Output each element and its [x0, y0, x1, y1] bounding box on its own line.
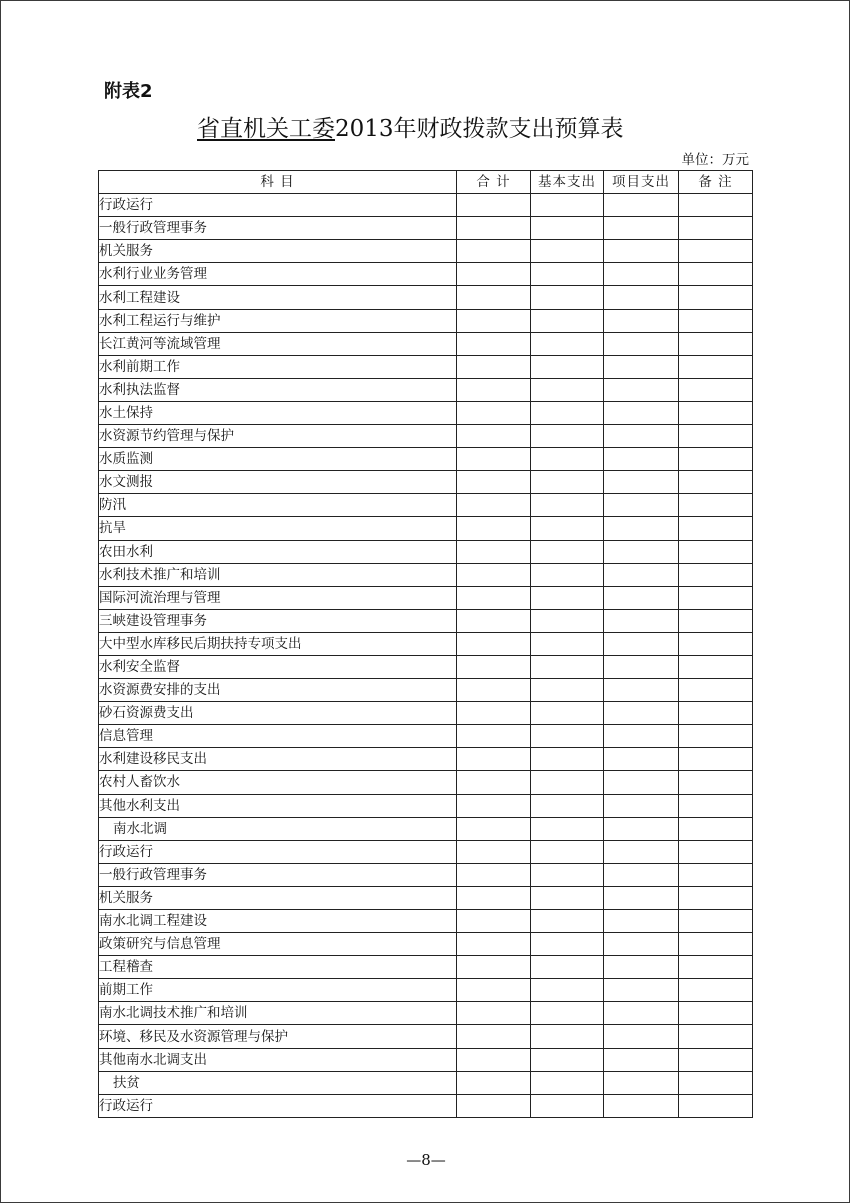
row-subject: 环境、移民及水资源管理与保护	[99, 1025, 457, 1048]
cell-project-expense	[604, 194, 679, 217]
cell-basic-expense	[531, 886, 604, 909]
row-subject: 水文测报	[99, 471, 457, 494]
table-row	[99, 1025, 753, 1048]
header-subject: 科 目	[99, 171, 457, 194]
unit-label: 单位：万元	[681, 152, 749, 168]
row-subject: 水利安全监督	[99, 655, 457, 678]
row-subject: 工程稽查	[99, 956, 457, 979]
row-subject: 水土保持	[99, 401, 457, 424]
cell-project-expense	[604, 956, 679, 979]
title-rest: 2013年财政拨款支出预算表	[335, 116, 624, 142]
cell-remarks	[679, 794, 753, 817]
cell-total	[457, 1025, 531, 1048]
table-row	[99, 332, 753, 355]
cell-basic-expense	[531, 448, 604, 471]
cell-remarks	[679, 494, 753, 517]
table-row	[99, 309, 753, 332]
row-subject: 三峡建设管理事务	[99, 609, 457, 632]
cell-remarks	[679, 1048, 753, 1071]
table-row	[99, 817, 753, 840]
cell-total	[457, 632, 531, 655]
cell-total	[457, 494, 531, 517]
cell-remarks	[679, 632, 753, 655]
cell-basic-expense	[531, 817, 604, 840]
title-underlined: 省直机关工委	[197, 116, 335, 142]
cell-remarks	[679, 817, 753, 840]
cell-remarks	[679, 1071, 753, 1094]
cell-total	[457, 1071, 531, 1094]
table-row	[99, 425, 753, 448]
cell-remarks	[679, 378, 753, 401]
row-subject: 水利行业业务管理	[99, 263, 457, 286]
table-row	[99, 240, 753, 263]
row-subject: 其他水利支出	[99, 794, 457, 817]
cell-remarks	[679, 540, 753, 563]
cell-total	[457, 332, 531, 355]
cell-remarks	[679, 448, 753, 471]
cell-total	[457, 956, 531, 979]
cell-basic-expense	[531, 863, 604, 886]
cell-basic-expense	[531, 632, 604, 655]
cell-project-expense	[604, 679, 679, 702]
cell-project-expense	[604, 586, 679, 609]
row-subject: 长江黄河等流域管理	[99, 332, 457, 355]
row-subject: 其他南水北调支出	[99, 1048, 457, 1071]
cell-remarks	[679, 725, 753, 748]
row-subject: 农村人畜饮水	[99, 771, 457, 794]
table-row	[99, 471, 753, 494]
cell-total	[457, 1094, 531, 1117]
cell-remarks	[679, 401, 753, 424]
cell-remarks	[679, 1094, 753, 1117]
row-subject: 防汛	[99, 494, 457, 517]
cell-project-expense	[604, 1025, 679, 1048]
cell-basic-expense	[531, 471, 604, 494]
cell-basic-expense	[531, 679, 604, 702]
table-row	[99, 956, 753, 979]
cell-project-expense	[604, 355, 679, 378]
table-row	[99, 655, 753, 678]
cell-project-expense	[604, 863, 679, 886]
table-header-row	[99, 171, 753, 194]
row-subject: 水利前期工作	[99, 355, 457, 378]
row-subject: 南水北调工程建设	[99, 910, 457, 933]
table-row	[99, 1048, 753, 1071]
cell-remarks	[679, 309, 753, 332]
cell-total	[457, 425, 531, 448]
table-row	[99, 702, 753, 725]
row-subject: 一般行政管理事务	[99, 217, 457, 240]
cell-project-expense	[604, 771, 679, 794]
table-row	[99, 632, 753, 655]
cell-remarks	[679, 263, 753, 286]
row-subject: 国际河流治理与管理	[99, 586, 457, 609]
cell-basic-expense	[531, 425, 604, 448]
row-subject: 水资源节约管理与保护	[99, 425, 457, 448]
cell-project-expense	[604, 725, 679, 748]
cell-total	[457, 609, 531, 632]
cell-total	[457, 933, 531, 956]
cell-total	[457, 679, 531, 702]
cell-project-expense	[604, 540, 679, 563]
cell-basic-expense	[531, 355, 604, 378]
cell-remarks	[679, 240, 753, 263]
table-row	[99, 794, 753, 817]
cell-remarks	[679, 586, 753, 609]
row-subject: 行政运行	[99, 840, 457, 863]
table-row	[99, 217, 753, 240]
table-row	[99, 401, 753, 424]
cell-remarks	[679, 840, 753, 863]
cell-project-expense	[604, 494, 679, 517]
cell-project-expense	[604, 702, 679, 725]
cell-project-expense	[604, 517, 679, 540]
cell-project-expense	[604, 655, 679, 678]
cell-project-expense	[604, 817, 679, 840]
cell-total	[457, 771, 531, 794]
row-subject: 水利执法监督	[99, 378, 457, 401]
table-row	[99, 886, 753, 909]
cell-remarks	[679, 332, 753, 355]
cell-project-expense	[604, 563, 679, 586]
cell-total	[457, 979, 531, 1002]
cell-basic-expense	[531, 956, 604, 979]
cell-total	[457, 217, 531, 240]
page-title	[197, 110, 667, 143]
cell-project-expense	[604, 1002, 679, 1025]
cell-remarks	[679, 933, 753, 956]
table-row	[99, 1094, 753, 1117]
cell-basic-expense	[531, 240, 604, 263]
row-subject: 水质监测	[99, 448, 457, 471]
cell-total	[457, 794, 531, 817]
row-subject: 一般行政管理事务	[99, 863, 457, 886]
cell-total	[457, 563, 531, 586]
cell-remarks	[679, 471, 753, 494]
cell-project-expense	[604, 933, 679, 956]
cell-total	[457, 655, 531, 678]
cell-project-expense	[604, 840, 679, 863]
cell-project-expense	[604, 1048, 679, 1071]
cell-total	[457, 240, 531, 263]
row-subject: 水资源费安排的支出	[99, 679, 457, 702]
cell-project-expense	[604, 425, 679, 448]
cell-total	[457, 910, 531, 933]
cell-project-expense	[604, 910, 679, 933]
table-row	[99, 263, 753, 286]
cell-total	[457, 586, 531, 609]
row-subject: 政策研究与信息管理	[99, 933, 457, 956]
cell-project-expense	[604, 609, 679, 632]
cell-remarks	[679, 563, 753, 586]
cell-remarks	[679, 517, 753, 540]
cell-project-expense	[604, 748, 679, 771]
cell-remarks	[679, 910, 753, 933]
cell-project-expense	[604, 378, 679, 401]
cell-total	[457, 378, 531, 401]
cell-remarks	[679, 702, 753, 725]
cell-basic-expense	[531, 194, 604, 217]
header-basic-expense: 基本支出	[531, 171, 604, 194]
cell-basic-expense	[531, 748, 604, 771]
cell-total	[457, 401, 531, 424]
cell-basic-expense	[531, 655, 604, 678]
row-subject: 机关服务	[99, 240, 457, 263]
cell-basic-expense	[531, 263, 604, 286]
cell-total	[457, 817, 531, 840]
header-remarks: 备 注	[679, 171, 753, 194]
cell-basic-expense	[531, 401, 604, 424]
row-subject: 机关服务	[99, 886, 457, 909]
cell-project-expense	[604, 1071, 679, 1094]
table-row	[99, 540, 753, 563]
cell-total	[457, 725, 531, 748]
cell-basic-expense	[531, 979, 604, 1002]
cell-remarks	[679, 1025, 753, 1048]
cell-total	[457, 702, 531, 725]
cell-project-expense	[604, 217, 679, 240]
cell-project-expense	[604, 794, 679, 817]
cell-basic-expense	[531, 494, 604, 517]
table-row	[99, 1002, 753, 1025]
cell-total	[457, 309, 531, 332]
cell-basic-expense	[531, 1025, 604, 1048]
cell-project-expense	[604, 309, 679, 332]
cell-remarks	[679, 194, 753, 217]
cell-basic-expense	[531, 725, 604, 748]
page-number: —8—	[406, 1151, 446, 1169]
cell-basic-expense	[531, 1048, 604, 1071]
cell-remarks	[679, 286, 753, 309]
cell-total	[457, 448, 531, 471]
cell-basic-expense	[531, 1002, 604, 1025]
cell-remarks	[679, 609, 753, 632]
table-row	[99, 979, 753, 1002]
cell-basic-expense	[531, 309, 604, 332]
table-row	[99, 517, 753, 540]
table-row	[99, 933, 753, 956]
cell-project-expense	[604, 632, 679, 655]
row-subject: 信息管理	[99, 725, 457, 748]
cell-project-expense	[604, 471, 679, 494]
table-row	[99, 286, 753, 309]
row-subject: 水利工程运行与维护	[99, 309, 457, 332]
cell-project-expense	[604, 979, 679, 1002]
cell-basic-expense	[531, 910, 604, 933]
cell-total	[457, 748, 531, 771]
cell-total	[457, 263, 531, 286]
table-row	[99, 448, 753, 471]
cell-total	[457, 886, 531, 909]
row-subject: 大中型水库移民后期扶持专项支出	[99, 632, 457, 655]
cell-remarks	[679, 425, 753, 448]
attachment-label: 附表2	[104, 81, 153, 102]
row-subject: 抗旱	[99, 517, 457, 540]
cell-basic-expense	[531, 771, 604, 794]
cell-remarks	[679, 886, 753, 909]
cell-basic-expense	[531, 1094, 604, 1117]
cell-total	[457, 863, 531, 886]
table-row	[99, 863, 753, 886]
cell-basic-expense	[531, 933, 604, 956]
cell-project-expense	[604, 401, 679, 424]
table-row	[99, 748, 753, 771]
cell-basic-expense	[531, 794, 604, 817]
cell-remarks	[679, 355, 753, 378]
row-subject: 农田水利	[99, 540, 457, 563]
row-subject: 水利建设移民支出	[99, 748, 457, 771]
row-subject: 南水北调	[99, 817, 457, 840]
cell-basic-expense	[531, 563, 604, 586]
cell-total	[457, 355, 531, 378]
table-row	[99, 494, 753, 517]
cell-remarks	[679, 771, 753, 794]
header-total: 合 计	[457, 171, 531, 194]
row-subject: 南水北调技术推广和培训	[99, 1002, 457, 1025]
table-row	[99, 609, 753, 632]
cell-project-expense	[604, 240, 679, 263]
table-row	[99, 771, 753, 794]
table-row	[99, 563, 753, 586]
cell-project-expense	[604, 1094, 679, 1117]
table-row	[99, 378, 753, 401]
table-row	[99, 725, 753, 748]
cell-remarks	[679, 655, 753, 678]
cell-project-expense	[604, 286, 679, 309]
row-subject: 扶贫	[99, 1071, 457, 1094]
cell-project-expense	[604, 886, 679, 909]
cell-basic-expense	[531, 702, 604, 725]
table-row	[99, 679, 753, 702]
row-subject: 水利技术推广和培训	[99, 563, 457, 586]
row-subject: 行政运行	[99, 1094, 457, 1117]
cell-remarks	[679, 679, 753, 702]
cell-total	[457, 540, 531, 563]
cell-project-expense	[604, 263, 679, 286]
cell-total	[457, 840, 531, 863]
cell-remarks	[679, 217, 753, 240]
cell-remarks	[679, 956, 753, 979]
cell-remarks	[679, 1002, 753, 1025]
table-row	[99, 840, 753, 863]
cell-total	[457, 194, 531, 217]
cell-project-expense	[604, 448, 679, 471]
header-project-expense: 项目支出	[604, 171, 679, 194]
table-row	[99, 1071, 753, 1094]
cell-total	[457, 286, 531, 309]
cell-basic-expense	[531, 609, 604, 632]
cell-basic-expense	[531, 540, 604, 563]
budget-table	[98, 170, 753, 1118]
cell-basic-expense	[531, 217, 604, 240]
table-row	[99, 586, 753, 609]
cell-basic-expense	[531, 1071, 604, 1094]
cell-basic-expense	[531, 286, 604, 309]
cell-basic-expense	[531, 586, 604, 609]
table-row	[99, 910, 753, 933]
cell-total	[457, 471, 531, 494]
cell-total	[457, 1048, 531, 1071]
row-subject: 前期工作	[99, 979, 457, 1002]
row-subject: 砂石资源费支出	[99, 702, 457, 725]
cell-remarks	[679, 863, 753, 886]
row-subject: 水利工程建设	[99, 286, 457, 309]
cell-total	[457, 1002, 531, 1025]
cell-remarks	[679, 979, 753, 1002]
cell-basic-expense	[531, 378, 604, 401]
cell-basic-expense	[531, 332, 604, 355]
row-subject: 行政运行	[99, 194, 457, 217]
cell-total	[457, 517, 531, 540]
table-row	[99, 194, 753, 217]
table-row	[99, 355, 753, 378]
cell-project-expense	[604, 332, 679, 355]
cell-basic-expense	[531, 840, 604, 863]
cell-remarks	[679, 748, 753, 771]
cell-basic-expense	[531, 517, 604, 540]
